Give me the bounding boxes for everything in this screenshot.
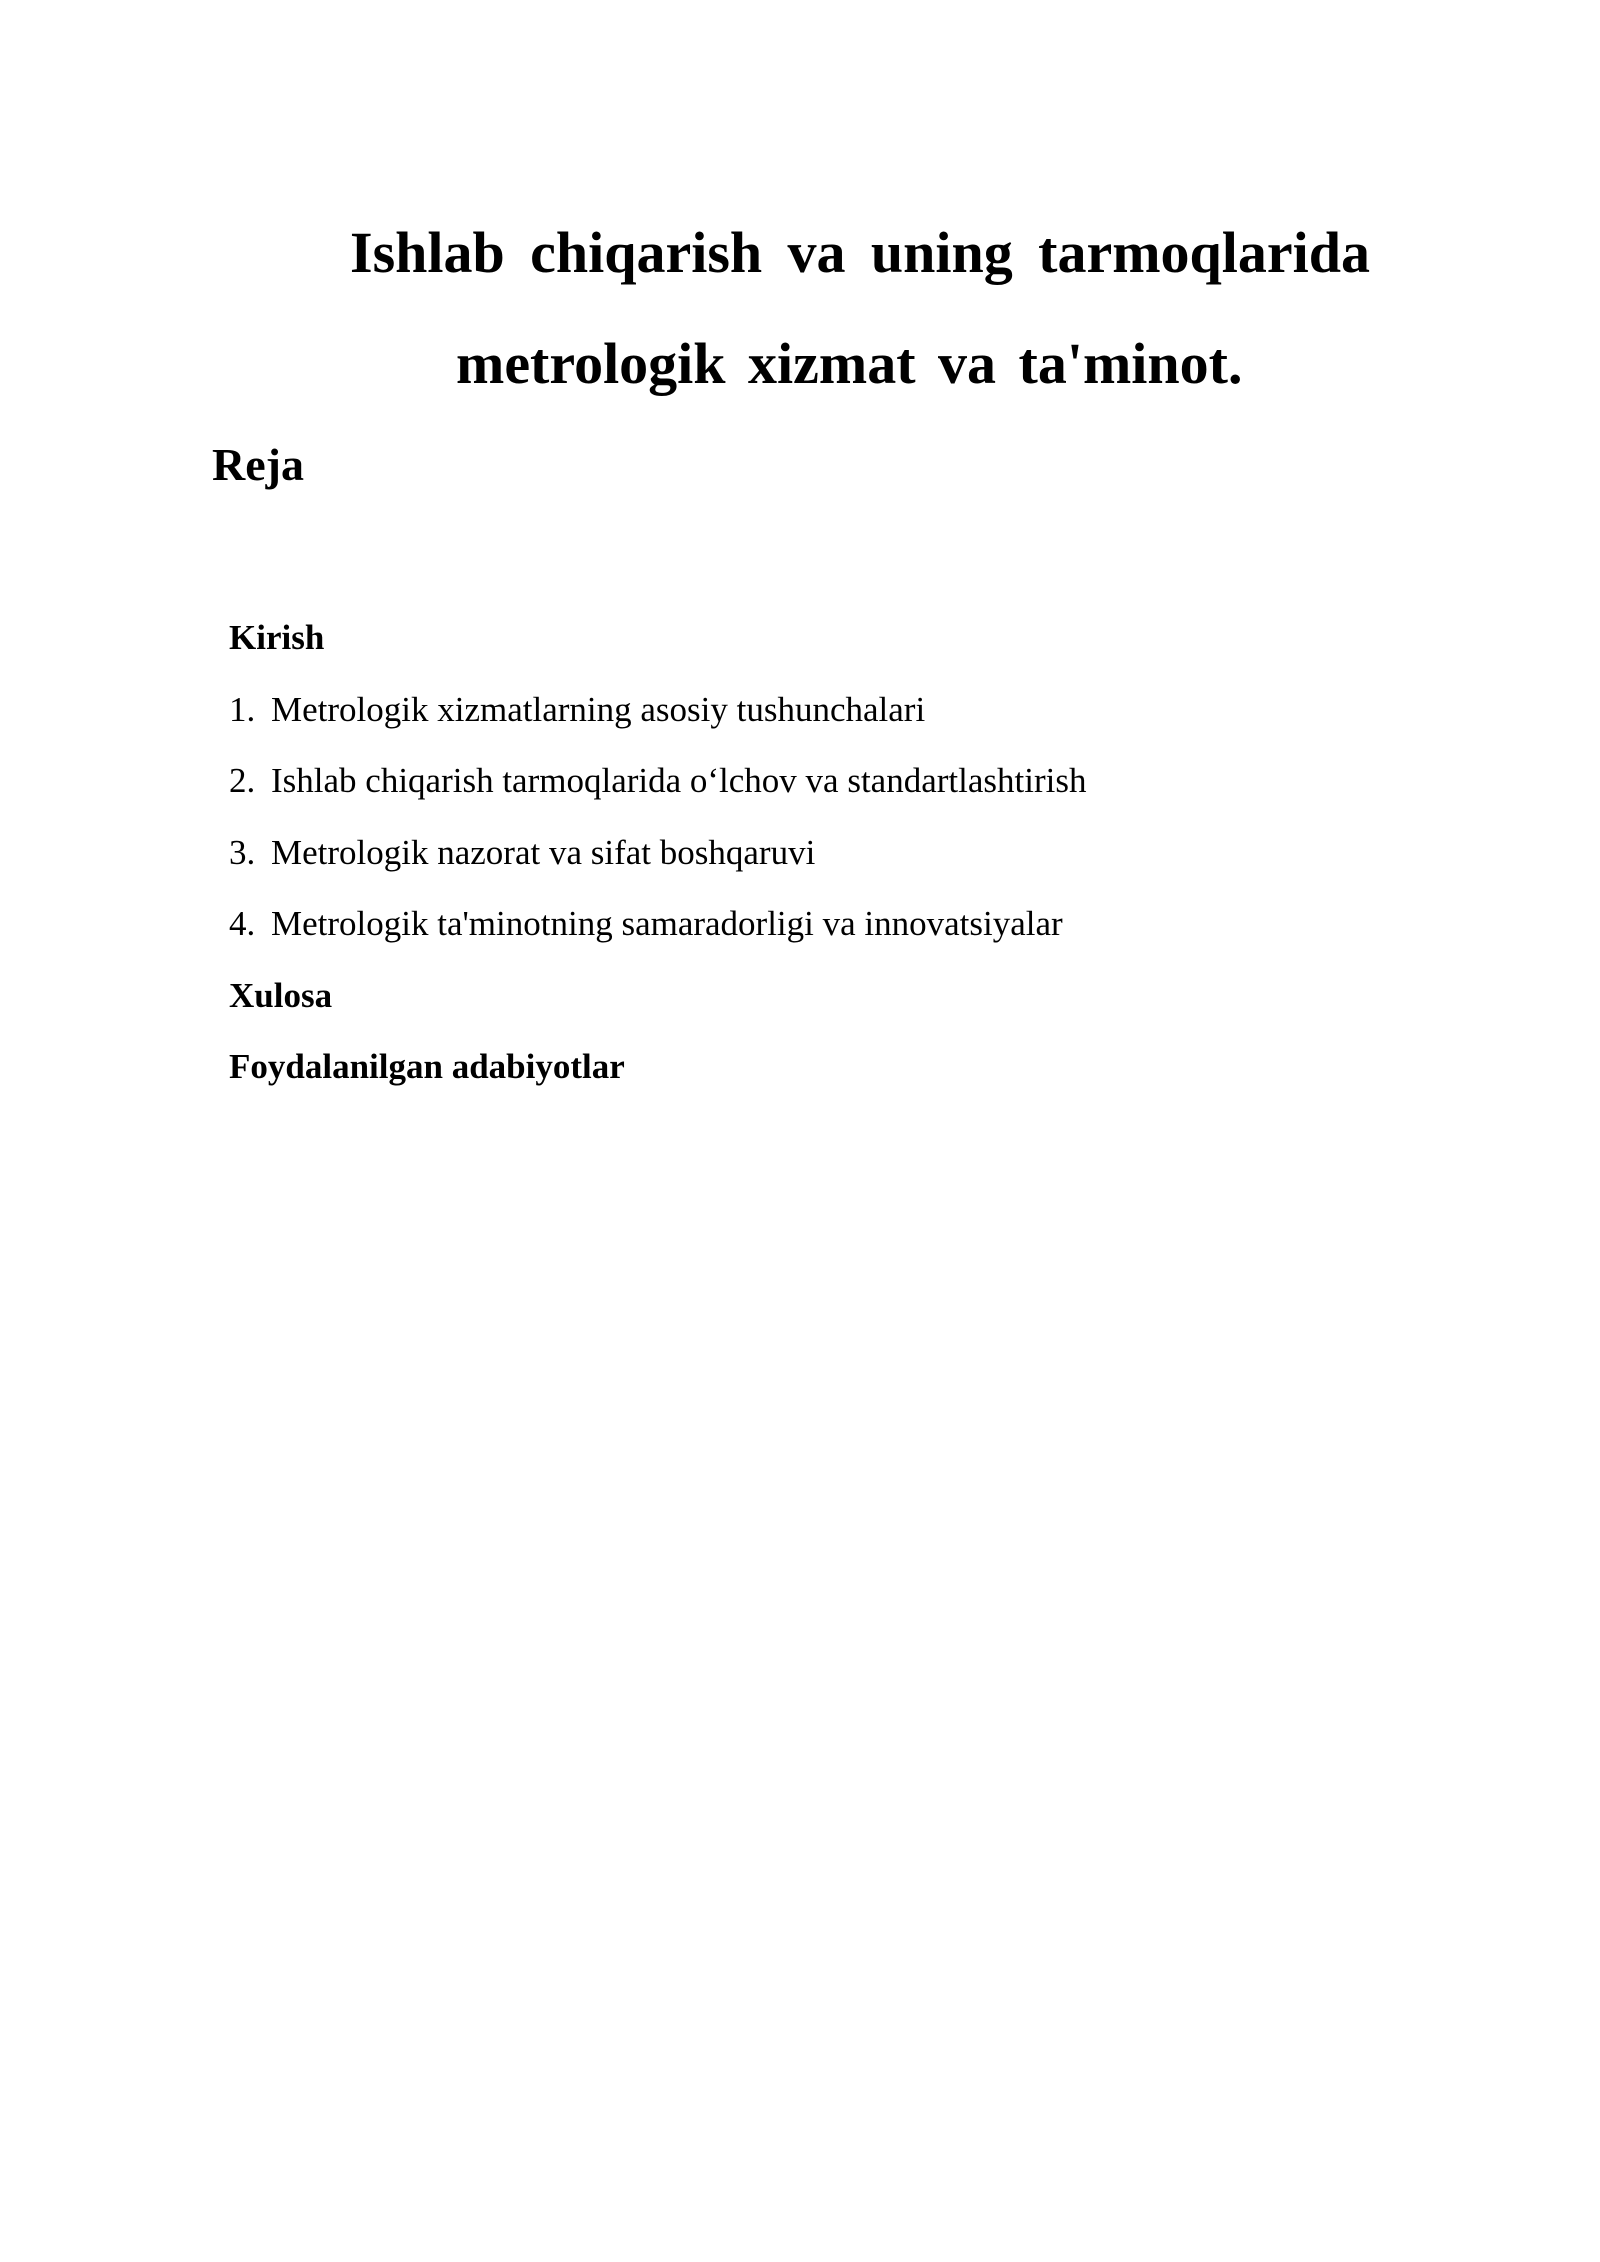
toc-intro bbox=[229, 620, 1086, 692]
toc-item-number: 2. bbox=[229, 761, 256, 800]
toc-item-text: Ishlab chiqarish tarmoqlarida o‘lchov va standartlashtirish bbox=[271, 761, 1087, 800]
toc-conclusion-label: Xulosa bbox=[229, 975, 333, 1015]
toc-item-text: Metrologik ta'minotning samaradorligi va innovatsiyalar bbox=[271, 904, 1063, 943]
toc-item-3 bbox=[229, 832, 1086, 907]
toc-item-text: Metrologik xizmatlarning asosiy tushunchalari bbox=[271, 689, 926, 729]
toc-references-label: Foydalanilgan adabiyotlar bbox=[229, 1047, 625, 1086]
toc-item-text: Metrologik nazorat va sifat boshqaruvi bbox=[271, 832, 816, 872]
toc-conclusion bbox=[229, 975, 1086, 1050]
document-title-line-1: Ishlab chiqarish va uning tarmoqlarida bbox=[350, 220, 1370, 285]
table-of-contents bbox=[229, 620, 1086, 1121]
toc-item-number: 1. bbox=[229, 689, 256, 729]
toc-intro-label: Kirish bbox=[229, 618, 325, 657]
toc-item-4 bbox=[229, 906, 1086, 978]
plan-heading: Reja bbox=[212, 439, 304, 490]
toc-item-1 bbox=[229, 689, 1086, 764]
toc-references bbox=[229, 1049, 1086, 1121]
toc-item-number: 4. bbox=[229, 904, 256, 943]
toc-item-number: 3. bbox=[229, 832, 256, 872]
toc-item-2 bbox=[229, 763, 1086, 835]
document-title-line-2: metrologik xizmat va ta'minot. bbox=[456, 331, 1243, 396]
